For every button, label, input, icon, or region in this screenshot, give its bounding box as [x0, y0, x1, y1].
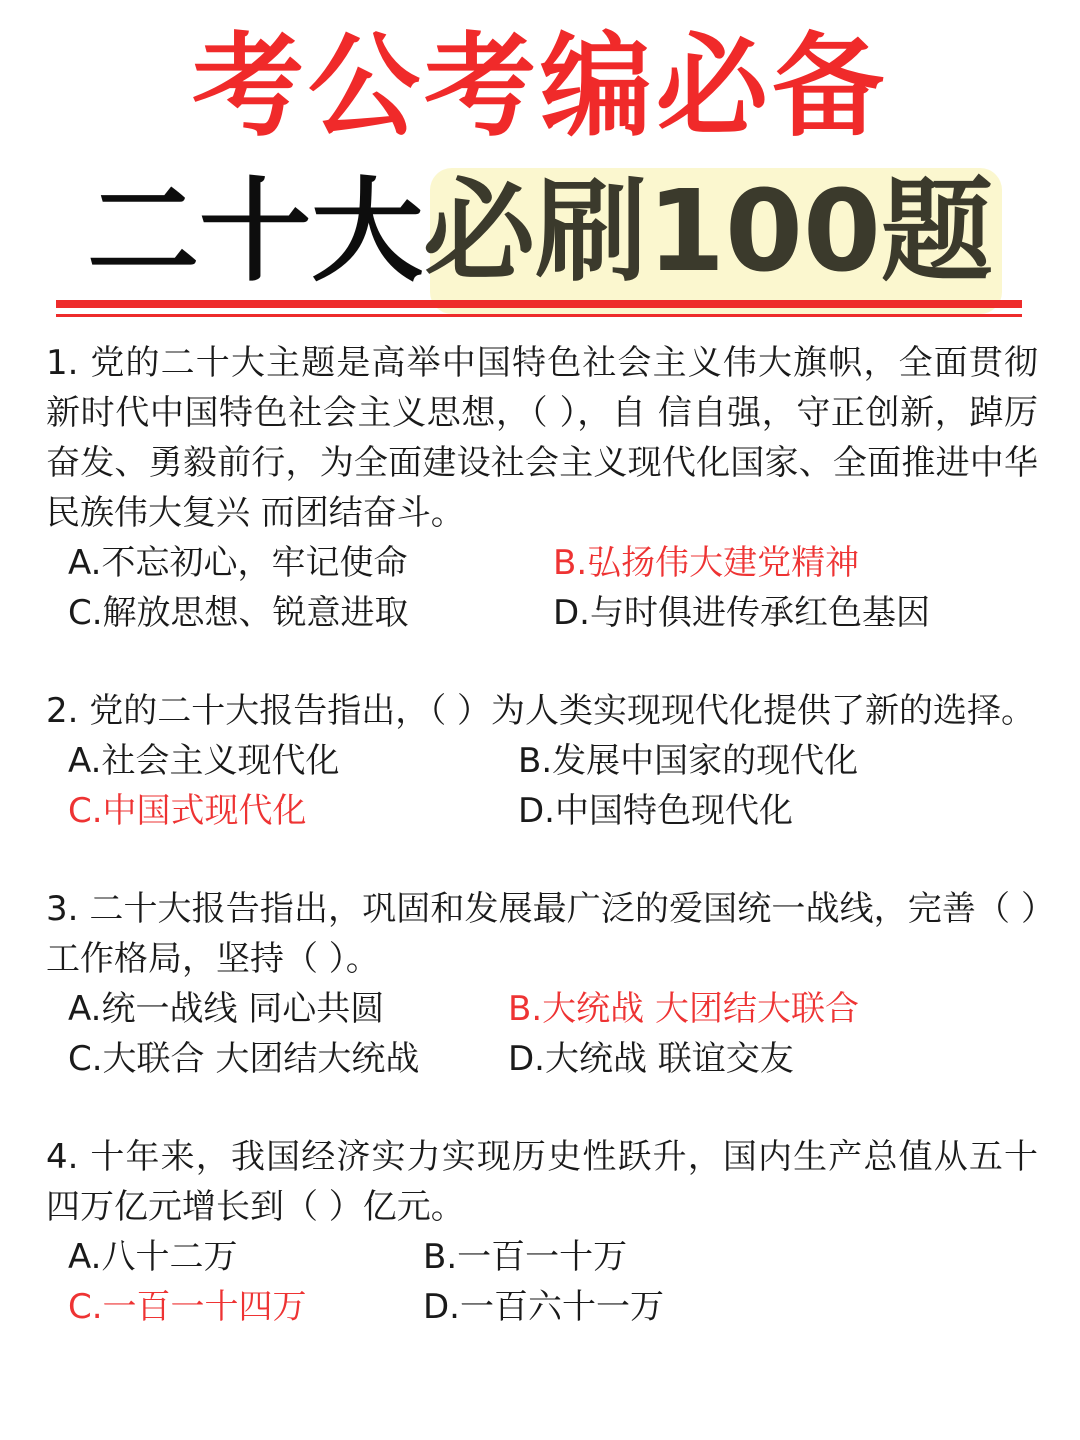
option-d: D.大统战 联谊交友 [508, 1039, 794, 1079]
question-text: 1. 党的二十大主题是高举中国特色社会主义伟大旗帜，全面贯彻新时代中国特色社会主义思想，（ ），自 信自强，守正创新，踔厉奋发、勇毅前行，为全面建设社会主义现代化国家、全面推进中华民族伟大复兴 而团结奋斗。 [46, 343, 1038, 533]
title-line2 [0, 162, 1080, 302]
question-3 [46, 884, 1038, 1084]
option-a: A.统一战线 同心共圆 [68, 989, 385, 1029]
title-divider-thick [56, 300, 1022, 308]
question-text: 2. 党的二十大报告指出，（ ）为人类实现现代化提供了新的选择。 [46, 691, 1036, 731]
option-c-correct: C.中国式现代化 [68, 791, 307, 831]
title-line2-plain: 二十大 [87, 167, 424, 297]
option-a: A.社会主义现代化 [68, 741, 340, 781]
option-d: D.与时俱进传承红色基因 [553, 593, 930, 633]
question-text: 4. 十年来，我国经济实力实现历史性跃升，国内生产总值从五十四万亿元增长到（ ）亿元。 [46, 1137, 1038, 1227]
option-d: D.中国特色现代化 [518, 791, 793, 831]
option-c-correct: C.一百一十四万 [68, 1287, 307, 1327]
question-text: 3. 二十大报告指出，巩固和发展最广泛的爱国统一战线，完善（ ）工作格局，坚持（ ）。 [46, 889, 1038, 979]
option-grid [46, 736, 1038, 836]
option-d: D.一百六十一万 [423, 1287, 664, 1327]
question-4 [46, 1132, 1038, 1332]
option-grid [46, 1232, 1038, 1332]
option-b-correct: B.大统战 大团结大联合 [508, 989, 859, 1029]
option-a: A.八十二万 [68, 1237, 238, 1277]
question-2 [46, 686, 1038, 836]
option-grid [46, 538, 1038, 638]
title-divider-thin [56, 314, 1022, 317]
option-b: B.一百一十万 [423, 1237, 628, 1277]
option-grid [46, 984, 1038, 1084]
question-1 [46, 338, 1038, 638]
option-b: B.发展中国家的现代化 [518, 741, 859, 781]
title-line2-highlight: 必刷100题 [423, 167, 993, 297]
option-c: C.大联合 大团结大统战 [68, 1039, 420, 1079]
option-c: C.解放思想、锐意进取 [68, 593, 409, 633]
question-list [46, 338, 1038, 1380]
option-b-correct: B.弘扬伟大建党精神 [553, 543, 860, 583]
title-line1: 考公考编必备 [192, 22, 888, 152]
header [0, 0, 1080, 330]
option-a: A.不忘初心，牢记使命 [68, 543, 408, 583]
